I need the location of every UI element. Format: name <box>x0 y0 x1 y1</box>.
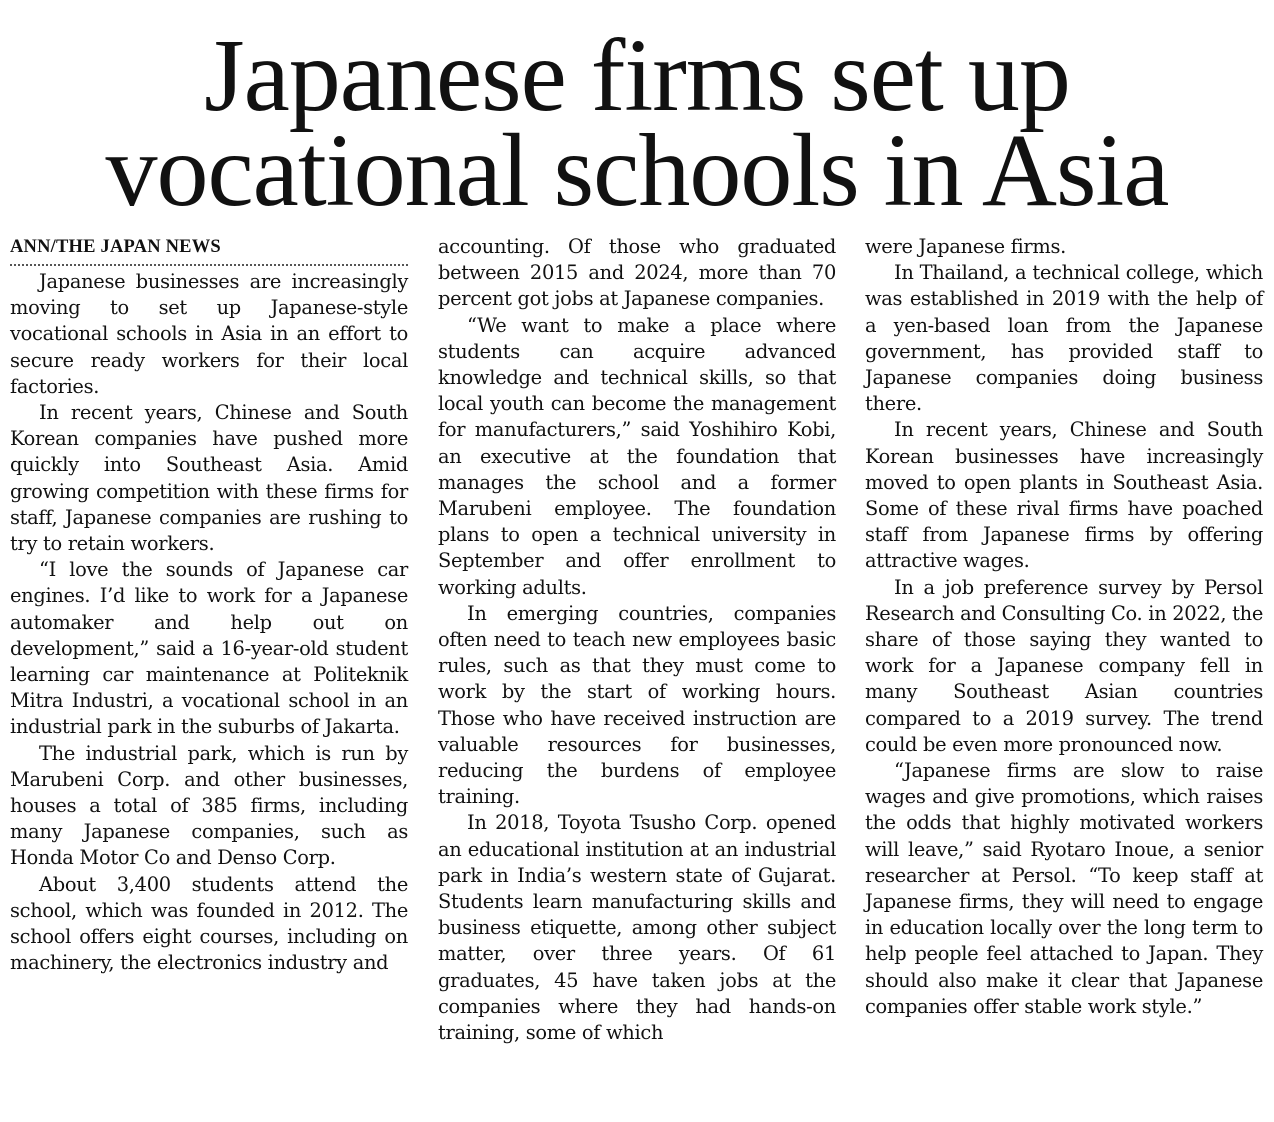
paragraph-continued: accounting. Of those who graduated between 2015 and 2024, more than 70 percent got jobs at Japanese companies. <box>438 235 836 311</box>
paragraph: In 2018, Toyota Tsusho Corp. opened an educational institution at an industrial park in India’s western state of Gujarat. Students learn manufacturing skills and business etiquette, among other subject matter, over three years. Of 61 graduates, 45 have taken jobs at the companies where they had hands-on training, some of which <box>438 811 836 1045</box>
paragraph: About 3,400 students attend the school, which was founded in 2012. The school offers eight courses, including on machinery, the electronics industry and <box>10 872 408 975</box>
paragraph: The industrial park, which is run by Marubeni Corp. and other businesses, houses a total of 385 firms, including many Japanese companies, such as Honda Motor Co and Denso Corp. <box>10 741 408 870</box>
paragraph: “We want to make a place where students can acquire advanced knowledge and technical skills, so that local youth can become the management for manufacturers,” said Yoshihiro Kobi, an executive at the foundation that manages the school and a former Marubeni employee. The foundation plans to open a technical university in September and offer enrollment to working adults. <box>438 313 836 599</box>
byline: ANN/THE JAPAN NEWS <box>10 234 408 266</box>
paragraph: “I love the sounds of Japanese car engines. I’d like to work for a Japanese automaker and help out on development,” said a 16-year-old student learning car maintenance at Politeknik Mitra Industri, a vocational school in an industrial park in the suburbs of Jakarta. <box>10 558 408 739</box>
paragraph: In emerging countries, companies often need to teach new employees basic rules, such as that they must come to work by the start of working hours. Those who have received instruction are valuable resources for businesses, reducing the burdens of employee training. <box>438 601 836 809</box>
paragraph: Japanese businesses are increasingly moving to set up Japanese-style vocational schools in Asia in an effort to secure ready workers for their local factories. <box>10 270 408 398</box>
paragraph: In recent years, Chinese and South Korean companies have pushed more quickly into Southeast Asia. Amid growing competition with these firms for staff, Japanese companies are rushing to try to retain workers. <box>10 401 408 556</box>
paragraph: In recent years, Chinese and South Korean businesses have increasingly moved to open plants in Southeast Asia. Some of these rival firms have poached staff from Japanese firms by offering attractive wages. <box>865 418 1263 573</box>
paragraph: In a job preference survey by Persol Research and Consulting Co. in 2022, the share of those saying they wanted to work for a Japanese company fell in many Southeast Asian countries compared to a 2019 survey. The trend could be even more pronounced now. <box>865 575 1263 756</box>
article-column-1 <box>10 234 408 976</box>
paragraph: In Thailand, a technical college, which was established in 2019 with the help of a yen-based loan from the Japanese government, has provided staff to Japanese companies doing business there. <box>865 261 1263 416</box>
paragraph-continued: were Japanese firms. <box>865 235 1066 258</box>
paragraph: “Japanese firms are slow to raise wages and give promotions, which raises the odds that highly motivated workers will leave,” said Ryotaro Inoue, a senior researcher at Persol. “To keep staff at Japanese firms, they will need to engage in education locally over the long term to help people feel attached to Japan. They should also make it clear that Japanese companies offer stable work style.” <box>865 759 1263 1018</box>
article-column-2 <box>438 234 836 1046</box>
headline-line-2: vocational schools in Asia <box>105 113 1169 228</box>
headline-line-1: Japanese firms set up <box>204 18 1070 133</box>
article-column-3 <box>865 234 1263 1020</box>
headline <box>0 18 1274 228</box>
